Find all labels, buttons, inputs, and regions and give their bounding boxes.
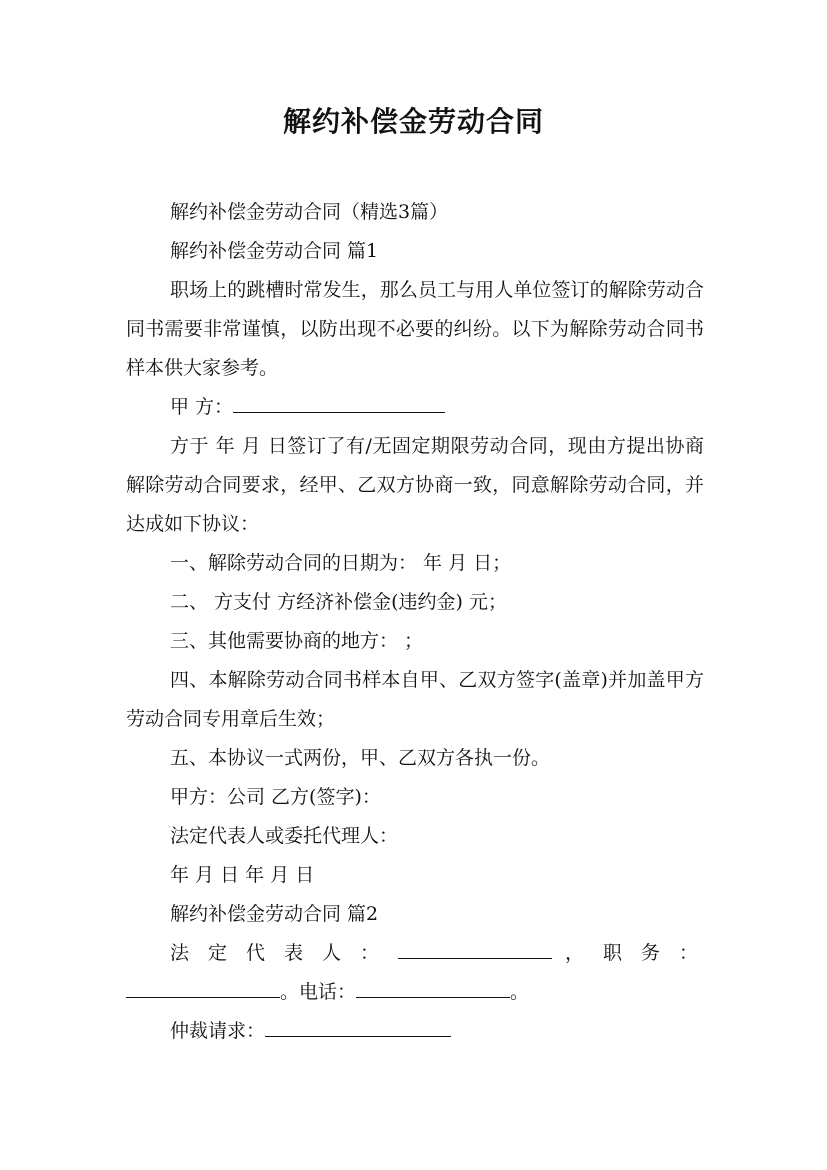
paragraph-clause-1: 一、解除劳动合同的日期为： 年 月 日； bbox=[170, 552, 512, 574]
duty-label: ，职务： bbox=[551, 942, 704, 964]
party-a-label: 甲 方： bbox=[170, 396, 234, 418]
paragraph-clause-3: 三、其他需要协商的地方： ； bbox=[170, 630, 424, 652]
paragraph-party-a bbox=[126, 388, 704, 427]
phone-label: 。电话： bbox=[280, 981, 357, 1003]
document-body bbox=[126, 193, 704, 1051]
paragraph-arbitration bbox=[126, 1012, 704, 1051]
paragraph-clause-4: 四、本解除劳动合同书样本自甲、乙双方签字(盖章)并加盖甲方劳动合同专用章后生效； bbox=[126, 669, 704, 730]
paragraph-section-heading-2: 解约补偿金劳动合同 篇2 bbox=[170, 903, 379, 925]
arbitration-blank bbox=[265, 1016, 451, 1037]
legal-rep-label: 法定代表人： bbox=[170, 942, 398, 964]
party-a-blank bbox=[233, 392, 445, 413]
paragraph-section-heading-1: 解约补偿金劳动合同 篇1 bbox=[170, 240, 379, 262]
paragraph-agreement-basis: 方于 年 月 日签订了有/无固定期限劳动合同，现由方提出协商解除劳动合同要求，经甲、乙双方协商一致，同意解除劳动合同，并达成如下协议： bbox=[126, 435, 704, 535]
paragraph-clause-5: 五、本协议一式两份，甲、乙双方各执一份。 bbox=[170, 747, 551, 769]
paragraph-clause-2: 二、 方支付 方经济补偿金(违约金) 元； bbox=[170, 591, 507, 613]
paragraph-intro: 职场上的跳槽时常发生，那么员工与用人单位签订的解除劳动合同书需要非常谨慎，以防出现不必要的纠纷。以下为解除劳动合同书样本供大家参考。 bbox=[126, 279, 704, 379]
phone-blank bbox=[356, 977, 510, 998]
paragraph-duty-phone bbox=[126, 973, 704, 1012]
phone-end: 。 bbox=[510, 981, 530, 1003]
paragraph-representative: 法定代表人或委托代理人： bbox=[170, 825, 399, 847]
paragraph-legal-rep bbox=[126, 934, 704, 973]
arbitration-label: 仲裁请求： bbox=[170, 1020, 266, 1042]
document-title: 解约补偿金劳动合同 bbox=[282, 105, 544, 138]
duty-blank bbox=[126, 977, 280, 998]
paragraph-dates: 年 月 日 年 月 日 bbox=[170, 864, 315, 886]
paragraph-signatures: 甲方：公司 乙方(签字)： bbox=[170, 786, 381, 808]
paragraph-subtitle: 解约补偿金劳动合同（精选3篇） bbox=[170, 201, 449, 223]
legal-rep-blank bbox=[398, 938, 552, 959]
